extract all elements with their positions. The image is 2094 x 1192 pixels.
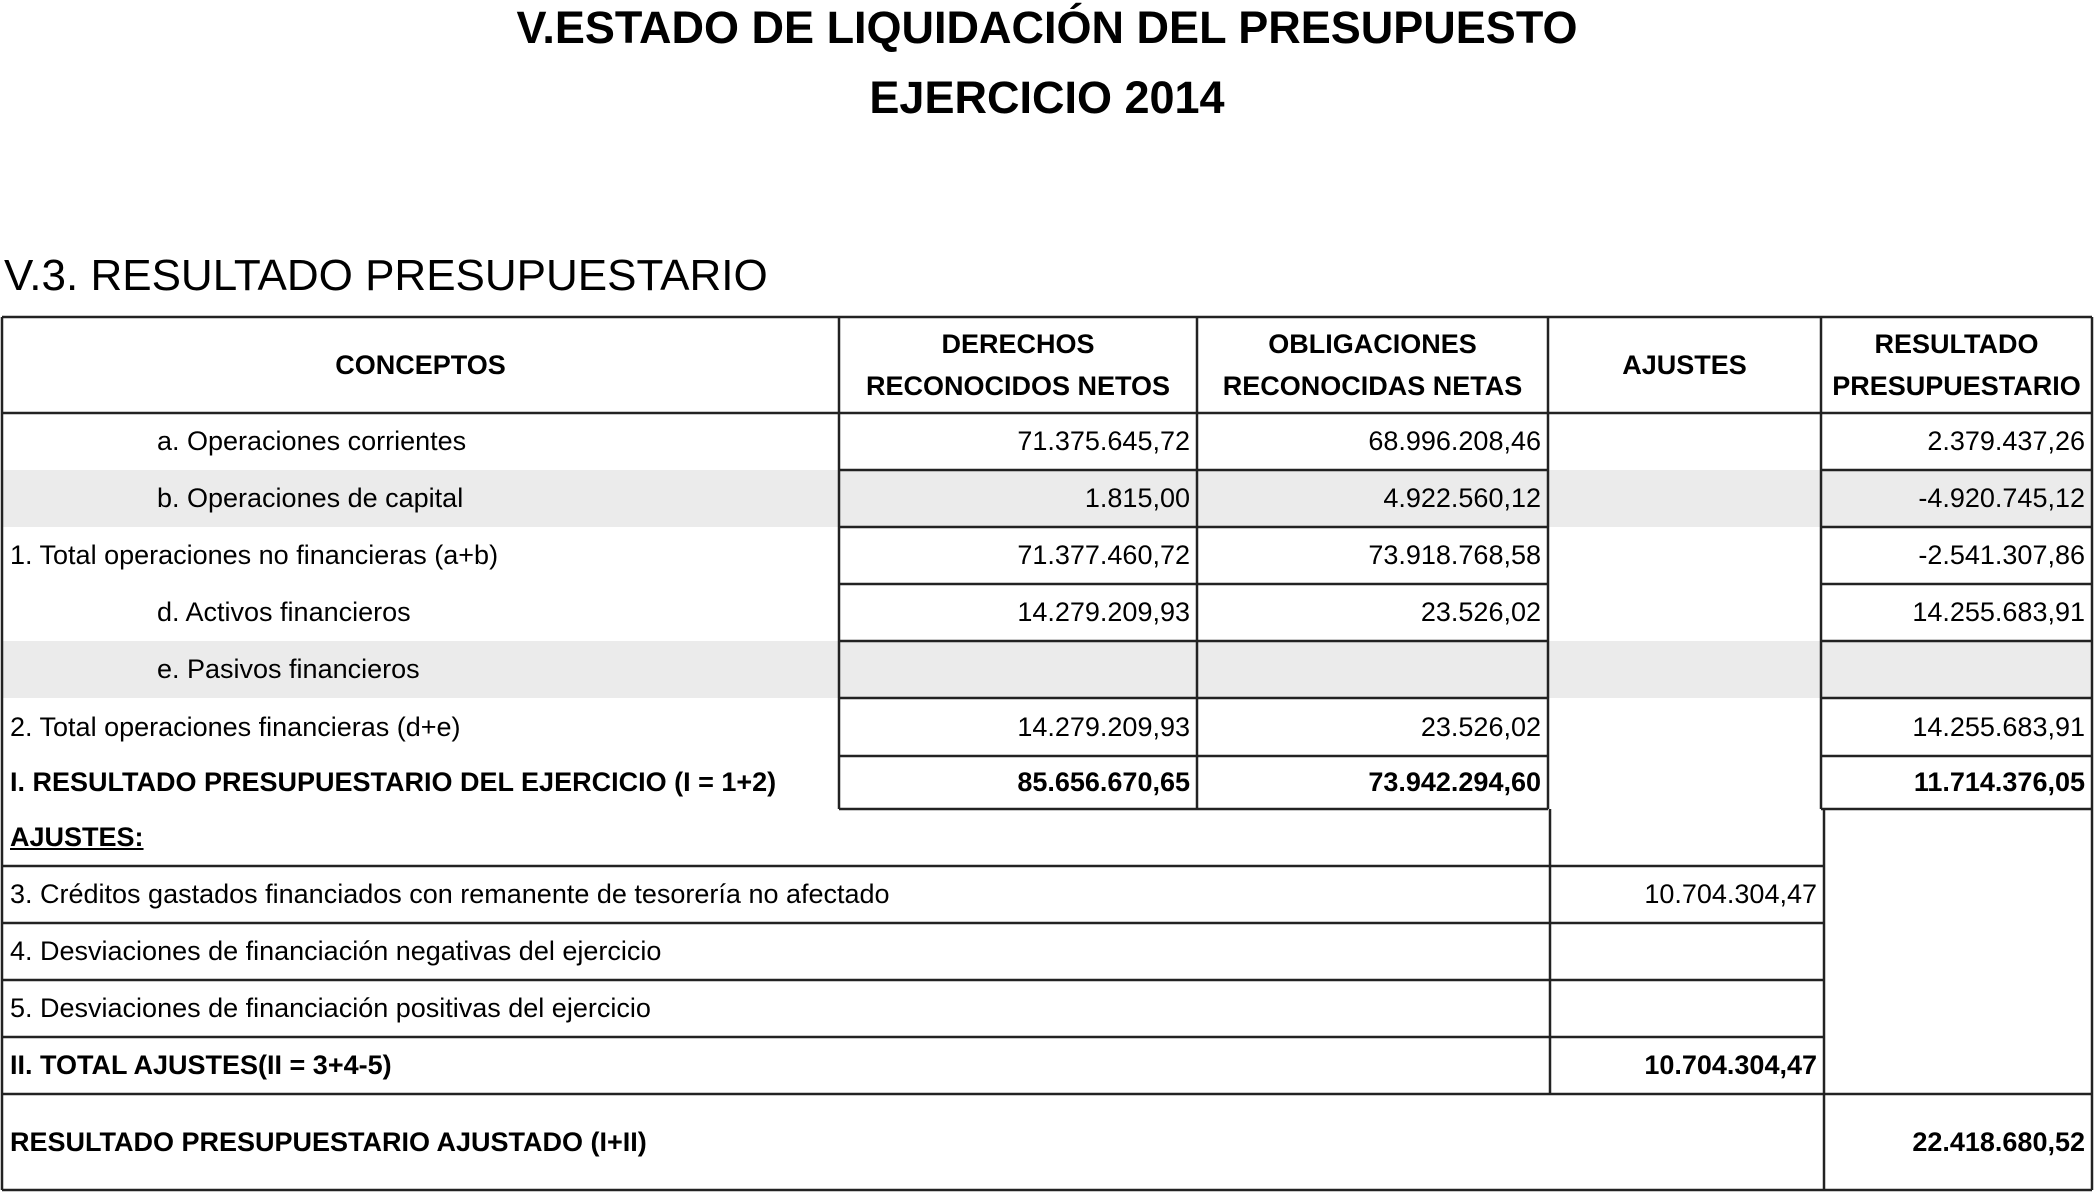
ajuste-4-valor xyxy=(1550,923,1824,980)
row-a-resultado: 2.379.437,26 xyxy=(1927,426,2085,456)
resultado-ajustado-valor: 22.418.680,52 xyxy=(1912,1126,2085,1157)
row-1-derechos: 71.377.460,72 xyxy=(1017,540,1190,570)
row-d-resultado: 14.255.683,91 xyxy=(1912,597,2085,627)
row-d-concepto: d. Activos financieros xyxy=(157,597,411,627)
header-resultado-line1: RESULTADO xyxy=(1874,329,2039,359)
row-i-concepto: I. RESULTADO PRESUPUESTARIO DEL EJERCICIO (I = 1+2) xyxy=(10,767,777,797)
header-obligaciones-line1: OBLIGACIONES xyxy=(1268,329,1477,359)
row-a-ajustes xyxy=(1548,413,1821,470)
row-e-concepto: e. Pasivos financieros xyxy=(157,654,420,684)
row-i-resultado: 11.714.376,05 xyxy=(1913,767,2085,797)
row-e-derechos xyxy=(839,641,1197,698)
resultado-ajustado-concepto: RESULTADO PRESUPUESTARIO AJUSTADO (I+II) xyxy=(10,1126,647,1157)
header-obligaciones-line2: RECONOCIDAS NETAS xyxy=(1222,371,1523,401)
header-resultado-line2: PRESUPUESTARIO xyxy=(1832,371,2081,401)
header-derechos xyxy=(839,317,1197,413)
row-2-resultado: 14.255.683,91 xyxy=(1912,711,2085,742)
header-obligaciones xyxy=(1197,317,1548,413)
section-title: V.3. RESULTADO PRESUPUESTARIO xyxy=(4,251,768,300)
header-conceptos xyxy=(2,317,839,413)
row-2-ajustes xyxy=(1548,698,1821,756)
row-2-obligaciones: 23.526,02 xyxy=(1420,711,1541,742)
row-i-obligaciones: 73.942.294,60 xyxy=(1368,767,1541,797)
row-b-obligaciones: 4.922.560,12 xyxy=(1383,483,1541,513)
ajuste-5-concepto: 5. Desviaciones de financiación positivas del ejercicio xyxy=(10,993,651,1023)
total-ajustes-concepto: II. TOTAL AJUSTES(II = 3+4-5) xyxy=(10,1050,392,1080)
row-e-obligaciones xyxy=(1197,641,1548,698)
row-a-obligaciones: 68.996.208,46 xyxy=(1368,426,1541,456)
ajustes-heading: AJUSTES: xyxy=(10,822,144,852)
row-a-concepto: a. Operaciones corrientes xyxy=(157,426,467,456)
row-2-derechos: 14.279.209,93 xyxy=(1017,711,1190,742)
row-1-resultado: -2.541.307,86 xyxy=(1918,540,2085,570)
row-2-concepto: 2. Total operaciones financieras (d+e) xyxy=(10,711,461,742)
row-a-derechos: 71.375.645,72 xyxy=(1017,426,1190,456)
document-title: V.ESTADO DE LIQUIDACIÓN DEL PRESUPUESTO xyxy=(516,2,1578,53)
row-b-ajustes xyxy=(1548,470,1821,527)
ajuste-3-valor: 10.704.304,47 xyxy=(1644,879,1817,909)
row-e-resultado xyxy=(1821,641,2092,698)
header-derechos-line2: RECONOCIDOS NETOS xyxy=(865,371,1171,401)
row-i-ajustes xyxy=(1548,756,1821,809)
row-d-ajustes xyxy=(1548,584,1821,641)
row-i-derechos: 85.656.670,65 xyxy=(1017,767,1190,797)
header-ajustes-label: AJUSTES xyxy=(1622,350,1747,380)
row-b-concepto: b. Operaciones de capital xyxy=(157,483,464,513)
document-year: EJERCICIO 2014 xyxy=(869,72,1225,123)
row-d-obligaciones: 23.526,02 xyxy=(1420,597,1541,627)
ajuste-3-concepto: 3. Créditos gastados financiados con remanente de tesorería no afectado xyxy=(10,879,890,909)
header-ajustes xyxy=(1548,317,1821,413)
row-d-derechos: 14.279.209,93 xyxy=(1017,597,1190,627)
total-ajustes-valor: 10.704.304,47 xyxy=(1644,1050,1817,1080)
ajuste-4-concepto: 4. Desviaciones de financiación negativas del ejercicio xyxy=(10,936,662,966)
header-derechos-line1: DERECHOS xyxy=(941,329,1095,359)
row-1-obligaciones: 73.918.768,58 xyxy=(1368,540,1541,570)
ajuste-5-valor xyxy=(1550,980,1824,1037)
row-1-ajustes xyxy=(1548,527,1821,584)
header-resultado xyxy=(1821,317,2092,413)
row-b-resultado: -4.920.745,12 xyxy=(1918,483,2085,513)
row-1-concepto: 1. Total operaciones no financieras (a+b) xyxy=(10,540,499,570)
header-conceptos-label: CONCEPTOS xyxy=(335,350,506,380)
row-b-derechos: 1.815,00 xyxy=(1084,483,1190,513)
row-e-ajustes xyxy=(1548,641,1821,698)
